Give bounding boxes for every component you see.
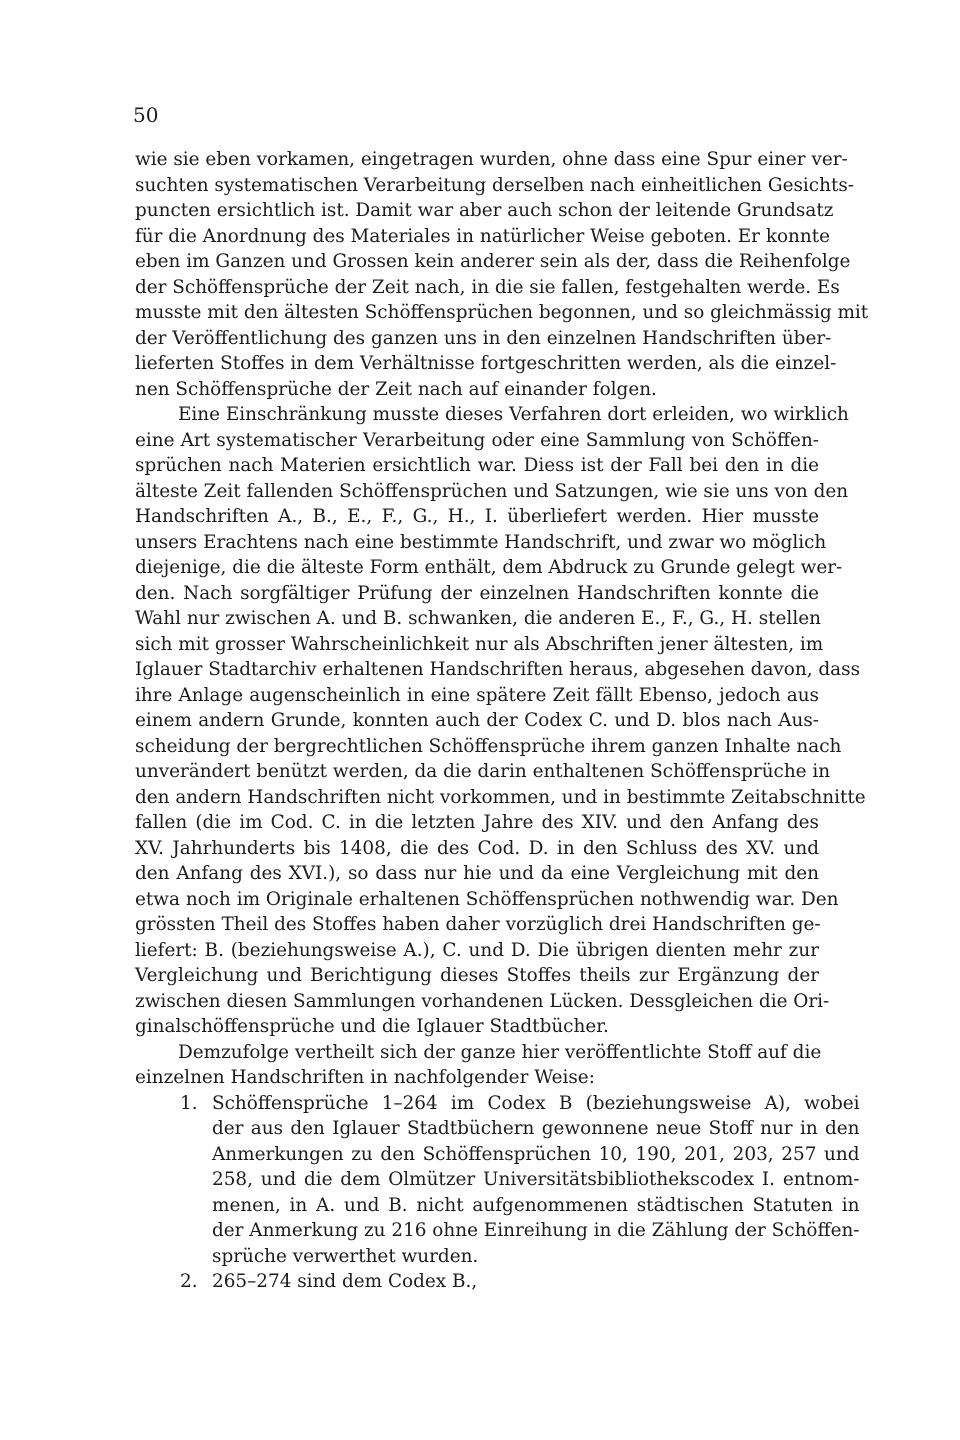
paragraph [135,1040,822,1091]
text-line: etwa noch im Originale erhaltenen Schöffensprüchen nothwendig war. Den [135,888,839,910]
text-line: einzelnen Handschriften in nachfolgender Weise: [135,1067,595,1088]
text-line: sich mit grosser Wahrscheinlichkeit nur als Abschriften jener ältesten, im [135,633,824,655]
text-line: 265–274 sind dem Codex B., [212,1271,478,1292]
body-text [135,147,869,1295]
text-line: der aus den Iglauer Stadtbüchern gewonnene neue Stoff nur in den [212,1118,860,1139]
text-line: Vergleichung und Berichtigung dieses Stoffes theils zur Ergänzung der [135,965,819,986]
paragraph [135,402,866,1040]
numbered-list [180,1091,860,1295]
list-item [180,1091,860,1270]
text-line: der Veröffentlichung des ganzen uns in den einzelnen Handschriften über- [135,327,832,349]
text-line: Eine Einschränkung musste dieses Verfahren dort erleiden, wo wirklich [178,404,849,425]
text-line: der Anmerkung zu 216 ohne Einreihung in die Zählung der Schöffen- [212,1220,860,1241]
text-line: der Schöffensprüche der Zeit nach, in die sie fallen, festgehalten werde. Es [135,276,840,298]
text-line: Iglauer Stadtarchiv erhaltenen Handschriften heraus, abgesehen davon, dass [135,659,861,680]
text-line: 258, und die dem Olmützer Universitätsbibliothekscodex I. entnom- [212,1169,860,1190]
text-line: Demzufolge vertheilt sich der ganze hier veröffentlichte Stoff auf die [178,1041,822,1063]
text-line: suchten systematischen Verarbeitung derselben nach einheitlichen Gesichts- [135,174,854,196]
text-line: liefert: B. (beziehungsweise A.), C. und D. Die übrigen dienten mehr zur [135,939,819,961]
text-line: für die Anordnung des Materiales in natürlicher Weise geboten. Er konnte [135,225,831,247]
page-number: 50 [133,103,159,127]
text-line: ginalschöffensprüche und die Iglauer Stadtbücher. [135,1016,609,1037]
list-item-number: 1. [180,1092,198,1114]
text-line: XV. Jahrhunderts bis 1408, die des Cod. D. in den Schluss des XV. und [135,837,819,859]
text-line: fallen (die im Cod. C. in die letzten Jahre des XIV. und den Anfang des [135,812,819,833]
text-line: zwischen diesen Sammlungen vorhandenen Lücken. Dessgleichen die Ori- [135,990,830,1012]
text-line: ihre Anlage augenscheinlich in eine spätere Zeit fällt Ebenso, jedoch aus [135,684,819,706]
text-line: scheidung der bergrechtlichen Schöffensprüche ihrem ganzen Inhalte nach [135,735,842,757]
text-line: eine Art systematischer Verarbeitung oder eine Sammlung von Schöffen- [135,429,819,451]
paragraphs [135,147,869,1091]
text-line: lieferten Stoffes in dem Verhältnisse fortgeschritten werden, als die einzel- [135,353,837,374]
text-line: Handschriften A., B., E., F., G., H., I. überliefert werden. Hier musste [135,506,819,527]
text-line: den Anfang des XVI.), so dass nur hie und da eine Vergleichung mit den [135,863,819,884]
text-line: sprüchen nach Materien ersichtlich war. Diess ist der Fall bei den in die [135,455,819,476]
text-line: Anmerkungen zu den Schöffensprüchen 10, 190, 201, 203, 257 und [212,1143,860,1165]
list-item-number: 2. [180,1271,198,1292]
text-line: den andern Handschriften nicht vorkommen, und in bestimmte Zeitabschnitte [135,786,866,808]
text-line: wie sie eben vorkamen, eingetragen wurden, ohne dass eine Spur einer ver- [135,149,848,170]
list-item-body [212,1269,819,1295]
text-line: diejenige, die die älteste Form enthält, dem Abdruck zu Grunde gelegt wer- [135,557,843,578]
text-line: puncten ersichtlich ist. Damit war aber auch schon der leitende Grundsatz [135,200,834,221]
text-line: nen Schöffensprüche der Zeit nach auf einander folgen. [135,378,657,400]
text-line: sprüche verwerthet wurden. [212,1245,479,1267]
text-line: einem andern Grunde, konnten auch der Codex C. und D. blos nach Aus- [135,710,819,731]
text-line: älteste Zeit fallenden Schöffensprüchen und Satzungen, wie sie uns von den [135,480,849,502]
text-line: menen, in A. und B. nicht aufgenommenen städtischen Statuten in [212,1194,860,1216]
list-item-body [212,1091,860,1270]
text-line: eben im Ganzen und Grossen kein anderer sein als der, dass die Reihenfolge [135,251,851,272]
text-line: grössten Theil des Stoffes haben daher vorzüglich drei Handschriften ge- [135,914,821,935]
text-line: musste mit den ältesten Schöffensprüchen begonnen, und so gleichmässig mit [135,302,869,323]
text-line: unverändert benützt werden, da die darin enthaltenen Schöffensprüche in [135,761,831,782]
text-line: Wahl nur zwischen A. und B. schwanken, die anderen E., F., G., H. stellen [135,608,821,629]
text-line: Schöffensprüche 1–264 im Codex B (beziehungsweise A), wobei [212,1092,860,1114]
text-line: den. Nach sorgfältiger Prüfung der einzelnen Handschriften konnte die [135,582,819,604]
text-line: unsers Erachtens nach eine bestimmte Handschrift, und zwar wo möglich [135,531,827,553]
paragraph [135,147,869,402]
list-item [180,1269,819,1295]
